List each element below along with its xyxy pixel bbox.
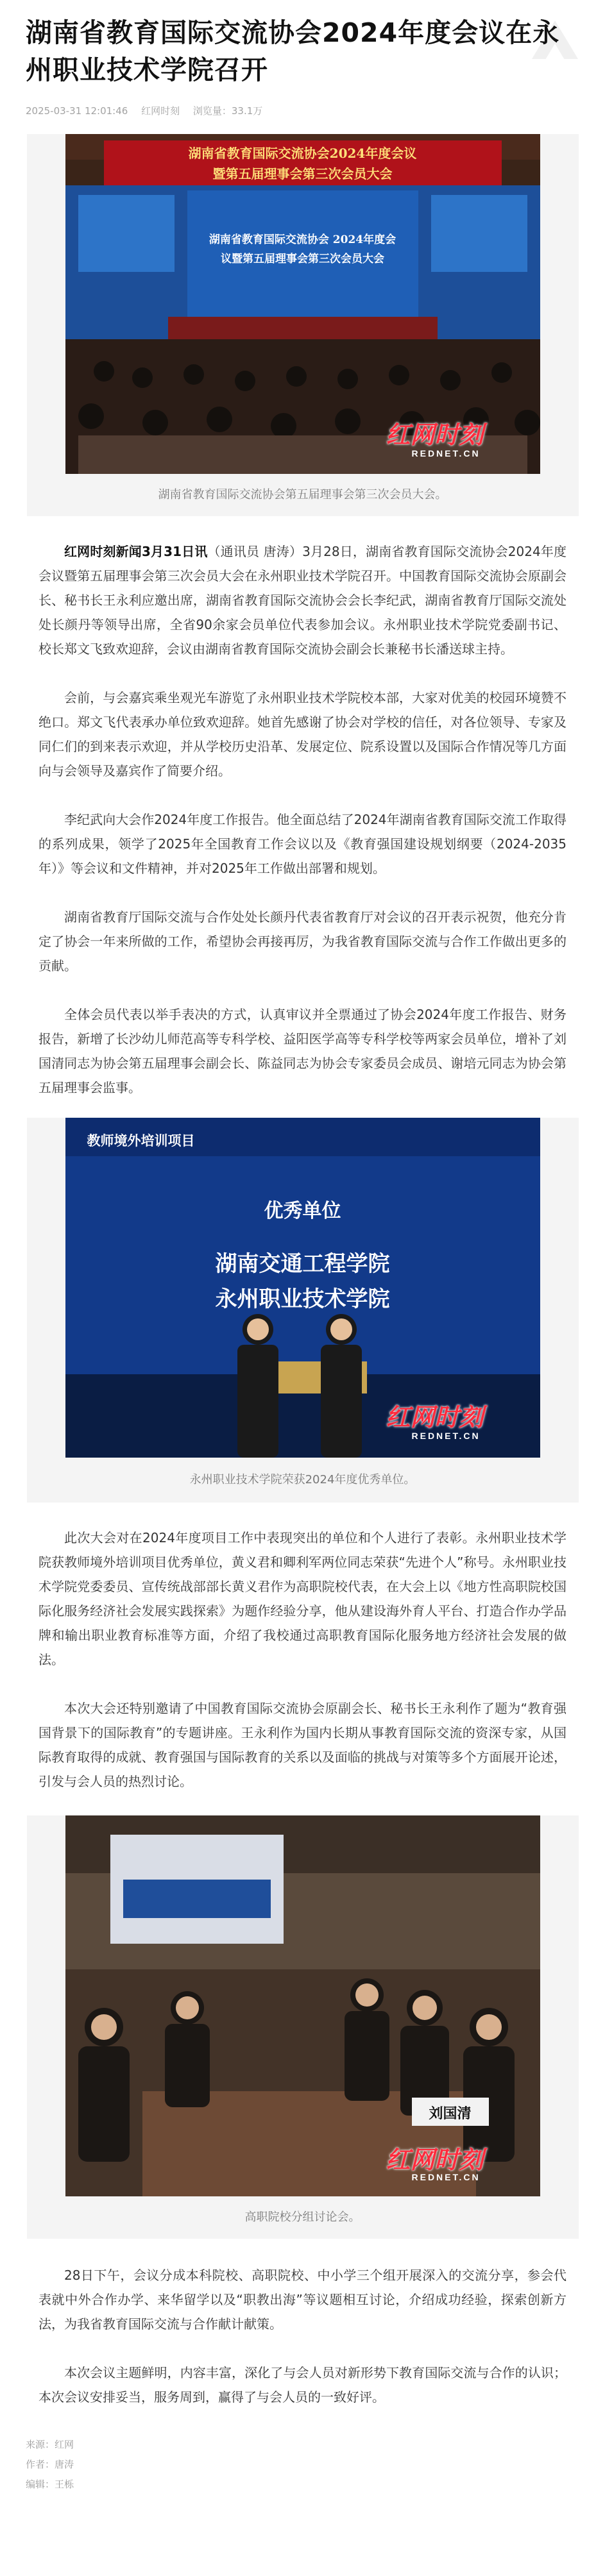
article-paragraph: 本次大会还特别邀请了中国教育国际交流协会原副会长、秘书长王永利作了题为“教育强国背景下的国际教育”的专题讲座。王永利作为国内长期从事教育国际交流的资深专家，从国际教育取得的成就、教育强国与国际教育的关系以及面临的挑战与对策等多个方面展开论述，引发与会人员的热烈讨论。: [38, 1701, 567, 1789]
figure-group-discussion: [27, 1815, 579, 2239]
main-screen-text: 湖南省教育国际交流协会 2024年度会议暨第五届理事会第三次会员大会: [209, 233, 396, 265]
article-paragraph: 本次会议主题鲜明，内容丰富，深化了与会人员对新形势下教育国际交流与合作的认识；本次会议安排妥当，服务周到，赢得了与会人员的一致好评。: [38, 2365, 567, 2405]
figure1-caption: 湖南省教育国际交流协会第五届理事会第三次会员大会。: [158, 488, 447, 501]
source-tag: 红网时刻: [141, 105, 180, 117]
figure-award: [27, 1118, 579, 1503]
figure3-caption: 高职院校分组讨论会。: [244, 2210, 361, 2224]
conference-hall-photo[interactable]: [65, 134, 540, 474]
award-line1: 湖南交通工程学院: [215, 1251, 390, 1277]
award-title: 优秀单位: [264, 1200, 341, 1222]
article-paragraph: 此次大会对在2024年度项目工作中表现突出的单位和个人进行了表彰。永州职业技术学院获教师境外培训项目优秀单位，黄义君和卿利军两位同志荣获“先进个人”称号。永州职业技术学院党委委员、宣传统战部部长黄义君作为高职院校代表，在大会上以《地方性高职院校国际化服务经济社会发展实践探索》为题作经验分享，他从建设海外育人平台、打造合作办学品牌和输出职业教育标准等方面，介绍了我校通过高职教育国际化服务地方经济社会发展的做法。: [38, 1530, 567, 1667]
paragraph-group-a: [0, 539, 605, 1100]
paragraph-group-b: [0, 1526, 605, 1794]
article-paragraph: 李纪武向大会作2024年度工作报告。他全面总结了2024年湖南省教育国际交流工作取得的系列成果，领学了2025年全国教育工作会议以及《教育强国建设规划纲要（2024-2035年）》等会议和文件精神，并对2025年工作做出部署和规划。: [38, 812, 567, 876]
name-card: 刘国清: [429, 2106, 472, 2122]
article-paragraph: 会前，与会嘉宾乘坐观光车游览了永州职业技术学院校本部，大家对优美的校园环境赞不绝口。郑文飞代表承办单位致欢迎辞。她首先感谢了协会对学校的信任，对各位领导、专家及同仁们的到来表示欢迎，并从学校历史沿革、发展定位、院系设置以及国际合作情况等几方面向与会领导及嘉宾作了简要介绍。: [38, 690, 567, 779]
article-title: 湖南省教育国际交流协会2024年度会议在永州职业技术学院召开: [26, 17, 560, 85]
publish-date: 2025-03-31 12:01:46: [26, 105, 128, 117]
article-paragraph: 湖南省教育厅国际交流与合作处处长颜丹代表省教育厅对会议的召开表示祝贺，他充分肯定了协会一年来所做的工作，希望协会再接再厉，为我省教育国际交流与合作工作做出更多的贡献。: [38, 909, 567, 973]
board-header: 教师境外培训项目: [87, 1133, 195, 1149]
figure-conference-hall: [27, 134, 579, 516]
footer-source: 来源：红网: [26, 2439, 74, 2450]
article-paragraph: 全体会员代表以举手表决的方式，认真审议并全票通过了协会2024年度工作报告、财务报告，新增了长沙幼儿师范高等专科学校、益阳医学高等专科学校等两家会员单位，增补了刘国清同志为协会第五届理事会副会长、陈益同志为协会专家委员会成员、谢培元同志为协会第五届理事会监事。: [38, 1007, 567, 1095]
article-paragraph: 28日下午，会议分成本科院校、高职院校、中小学三个组开展深入的交流分享，参会代表就中外合作办学、来华留学以及“职教出海”等议题相互讨论，介绍成功经验，探索创新方法，为我省教育国际交流与合作献计献策。: [38, 2268, 567, 2332]
banner-text-line1: 湖南省教育国际交流协会2024年度会议: [188, 146, 417, 161]
figure2-caption: 永州职业技术学院荣获2024年度优秀单位。: [189, 1473, 416, 1486]
photo-watermark-brand: 红网时刻: [386, 2146, 484, 2174]
photo-watermark-url: REDNET.CN: [411, 448, 481, 459]
photo-watermark-url: REDNET.CN: [411, 2172, 481, 2182]
photo-watermark-brand: 红网时刻: [386, 1403, 484, 1431]
photo-watermark-url: REDNET.CN: [411, 1431, 481, 1441]
photo-watermark-brand: 红网时刻: [386, 421, 484, 449]
discussion-photo[interactable]: [65, 1815, 540, 2196]
article-meta: [26, 104, 579, 117]
article-footer: [26, 2435, 579, 2495]
footer-editor: 编辑：王栎: [26, 2479, 74, 2490]
paragraph-group-c: [0, 2263, 605, 2409]
footer-author: 作者：唐涛: [26, 2459, 74, 2470]
award-line2: 永州职业技术学院: [215, 1286, 390, 1312]
news-lead: 红网时刻新闻3月31日讯: [64, 544, 208, 559]
banner-text-line2: 暨第五届理事会第三次会员大会: [212, 166, 393, 181]
article-header: [0, 0, 605, 117]
article-paragraph: 红网时刻新闻3月31日讯（通讯员 唐涛）3月28日，湖南省教育国际交流协会2024年度会议暨第五届理事会第三次会员大会在永州职业技术学院召开。中国教育国际交流协会原副会长、秘书长王永利应邀出席，湖南省教育国际交流协会会长李纪武，湖南省教育厅国际交流处处长颜丹等领导出席，全省90余家会员单位代表参加会议。永州职业技术学院党委副书记、校长郑文飞致欢迎辞，会议由湖南省教育国际交流协会副会长兼秘书长潘送球主持。: [38, 544, 567, 657]
view-count: 浏览量：33.1万: [192, 105, 263, 117]
award-photo[interactable]: [65, 1118, 540, 1458]
